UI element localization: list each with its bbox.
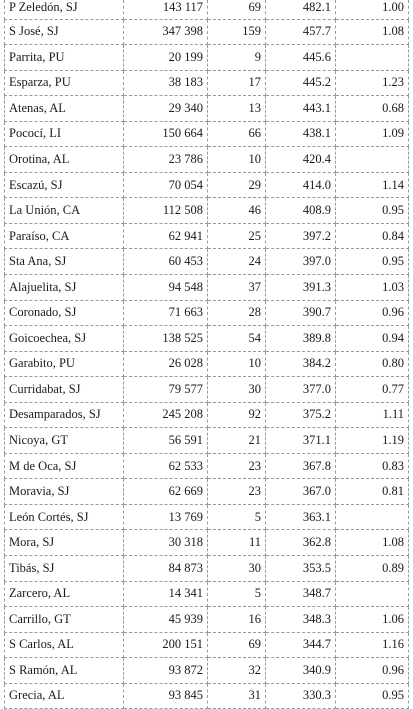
- cell-count: 23: [208, 479, 266, 505]
- table-row: [5, 70, 409, 96]
- cell-rate: 375.2: [266, 402, 336, 428]
- cell-ratio: 1.19: [336, 428, 409, 454]
- data-table: [4, 0, 409, 709]
- cell-population: 13 769: [124, 504, 208, 530]
- table-row: [5, 121, 409, 147]
- cell-population: 112 508: [124, 198, 208, 224]
- cell-rate: 344.7: [266, 632, 336, 658]
- cell-name: Curridabat, SJ: [5, 377, 124, 403]
- cell-ratio: 0.89: [336, 555, 409, 581]
- cell-count: 5: [208, 581, 266, 607]
- cell-rate: 367.8: [266, 453, 336, 479]
- cell-count: 16: [208, 607, 266, 633]
- cell-name: M de Oca, SJ: [5, 453, 124, 479]
- cell-ratio: 0.81: [336, 479, 409, 505]
- cell-ratio: 1.06: [336, 607, 409, 633]
- cell-name: Alajuelita, SJ: [5, 274, 124, 300]
- cell-ratio: 0.96: [336, 658, 409, 684]
- cell-name: La Unión, CA: [5, 198, 124, 224]
- cell-count: 32: [208, 658, 266, 684]
- cell-name: Nicoya, GT: [5, 428, 124, 454]
- table-row: [5, 504, 409, 530]
- cell-population: 14 341: [124, 581, 208, 607]
- cell-ratio: 1.23: [336, 70, 409, 96]
- cell-population: 143 117: [124, 0, 208, 19]
- table-row: [5, 632, 409, 658]
- cell-population: 84 873: [124, 555, 208, 581]
- cell-name: Esparza, PU: [5, 70, 124, 96]
- cell-rate: 367.0: [266, 479, 336, 505]
- cell-rate: 330.3: [266, 683, 336, 709]
- cell-count: 31: [208, 683, 266, 709]
- cell-rate: 397.0: [266, 249, 336, 275]
- cell-name: León Cortés, SJ: [5, 504, 124, 530]
- cell-population: 150 664: [124, 121, 208, 147]
- cell-count: 10: [208, 351, 266, 377]
- cell-name: Parrita, PU: [5, 45, 124, 71]
- cell-population: 70 054: [124, 172, 208, 198]
- cell-rate: 389.8: [266, 326, 336, 352]
- cell-count: 21: [208, 428, 266, 454]
- cell-count: 13: [208, 96, 266, 122]
- cell-ratio: 0.95: [336, 198, 409, 224]
- cell-rate: 363.1: [266, 504, 336, 530]
- cell-population: 29 340: [124, 96, 208, 122]
- cell-rate: 390.7: [266, 300, 336, 326]
- cell-rate: 371.1: [266, 428, 336, 454]
- cell-rate: 445.6: [266, 45, 336, 71]
- table-row: [5, 377, 409, 403]
- cell-population: 93 845: [124, 683, 208, 709]
- cell-population: 138 525: [124, 326, 208, 352]
- cell-rate: 397.2: [266, 223, 336, 249]
- cell-rate: 408.9: [266, 198, 336, 224]
- cell-ratio: 1.08: [336, 530, 409, 556]
- cell-count: 9: [208, 45, 266, 71]
- cell-count: 159: [208, 19, 266, 45]
- cell-name: S José, SJ: [5, 19, 124, 45]
- cell-name: Pococí, LI: [5, 121, 124, 147]
- cell-count: 69: [208, 0, 266, 19]
- cell-name: Mora, SJ: [5, 530, 124, 556]
- cell-name: Desamparados, SJ: [5, 402, 124, 428]
- cell-name: Carrillo, GT: [5, 607, 124, 633]
- cell-name: Atenas, AL: [5, 96, 124, 122]
- cell-population: 93 872: [124, 658, 208, 684]
- cell-population: 30 318: [124, 530, 208, 556]
- cell-population: 245 208: [124, 402, 208, 428]
- cell-population: 62 669: [124, 479, 208, 505]
- cell-rate: 348.3: [266, 607, 336, 633]
- cell-ratio: 0.95: [336, 683, 409, 709]
- cell-name: Garabito, PU: [5, 351, 124, 377]
- cell-population: 200 151: [124, 632, 208, 658]
- cell-count: 29: [208, 172, 266, 198]
- cell-rate: 340.9: [266, 658, 336, 684]
- cell-ratio: 0.96: [336, 300, 409, 326]
- cell-population: 62 533: [124, 453, 208, 479]
- table-row: [5, 19, 409, 45]
- table-row: [5, 300, 409, 326]
- table-row: [5, 555, 409, 581]
- cell-count: 11: [208, 530, 266, 556]
- cell-ratio: 1.00: [336, 0, 409, 19]
- table-row: [5, 326, 409, 352]
- cell-name: Orotina, AL: [5, 147, 124, 173]
- cell-name: Sta Ana, SJ: [5, 249, 124, 275]
- cell-count: 17: [208, 70, 266, 96]
- cell-count: 66: [208, 121, 266, 147]
- cell-population: 71 663: [124, 300, 208, 326]
- table-row: [5, 530, 409, 556]
- cell-name: Paraíso, CA: [5, 223, 124, 249]
- cell-name: Moravia, SJ: [5, 479, 124, 505]
- data-table-sheet: [4, 0, 408, 703]
- cell-name: Coronado, SJ: [5, 300, 124, 326]
- cell-count: 54: [208, 326, 266, 352]
- cell-ratio: 1.14: [336, 172, 409, 198]
- cell-count: 25: [208, 223, 266, 249]
- table-body: [5, 0, 409, 709]
- table-row: [5, 428, 409, 454]
- cell-population: 45 939: [124, 607, 208, 633]
- cell-ratio: 1.08: [336, 19, 409, 45]
- cell-name: S Ramón, AL: [5, 658, 124, 684]
- cell-count: 30: [208, 555, 266, 581]
- cell-rate: 482.1: [266, 0, 336, 19]
- cell-ratio: [336, 504, 409, 530]
- table-row: [5, 0, 409, 19]
- cell-rate: 377.0: [266, 377, 336, 403]
- cell-ratio: 0.77: [336, 377, 409, 403]
- table-row: [5, 249, 409, 275]
- cell-rate: 384.2: [266, 351, 336, 377]
- cell-population: 347 398: [124, 19, 208, 45]
- cell-rate: 443.1: [266, 96, 336, 122]
- cell-rate: 362.8: [266, 530, 336, 556]
- cell-name: S Carlos, AL: [5, 632, 124, 658]
- cell-population: 56 591: [124, 428, 208, 454]
- cell-ratio: [336, 45, 409, 71]
- table-row: [5, 658, 409, 684]
- cell-ratio: 1.03: [336, 274, 409, 300]
- table-row: [5, 607, 409, 633]
- table-row: [5, 274, 409, 300]
- cell-population: 23 786: [124, 147, 208, 173]
- cell-name: Goicoechea, SJ: [5, 326, 124, 352]
- cell-ratio: 1.16: [336, 632, 409, 658]
- table-row: [5, 96, 409, 122]
- cell-ratio: 0.84: [336, 223, 409, 249]
- cell-name: Zarcero, AL: [5, 581, 124, 607]
- cell-rate: 438.1: [266, 121, 336, 147]
- cell-count: 28: [208, 300, 266, 326]
- cell-count: 23: [208, 453, 266, 479]
- cell-rate: 445.2: [266, 70, 336, 96]
- table-row: [5, 198, 409, 224]
- cell-count: 37: [208, 274, 266, 300]
- cell-count: 24: [208, 249, 266, 275]
- cell-count: 46: [208, 198, 266, 224]
- table-row: [5, 172, 409, 198]
- cell-population: 79 577: [124, 377, 208, 403]
- table-row: [5, 453, 409, 479]
- cell-population: 26 028: [124, 351, 208, 377]
- cell-ratio: 0.94: [336, 326, 409, 352]
- cell-rate: 414.0: [266, 172, 336, 198]
- cell-ratio: 0.80: [336, 351, 409, 377]
- cell-name: Grecia, AL: [5, 683, 124, 709]
- cell-count: 10: [208, 147, 266, 173]
- cell-ratio: [336, 147, 409, 173]
- cell-population: 38 183: [124, 70, 208, 96]
- cell-count: 5: [208, 504, 266, 530]
- table-row: [5, 147, 409, 173]
- table-row: [5, 351, 409, 377]
- cell-ratio: 0.68: [336, 96, 409, 122]
- cell-rate: 457.7: [266, 19, 336, 45]
- table-row: [5, 45, 409, 71]
- table-row: [5, 402, 409, 428]
- cell-name: Escazú, SJ: [5, 172, 124, 198]
- cell-ratio: 0.95: [336, 249, 409, 275]
- table-row: [5, 581, 409, 607]
- cell-count: 92: [208, 402, 266, 428]
- cell-rate: 420.4: [266, 147, 336, 173]
- table-row: [5, 223, 409, 249]
- cell-ratio: 0.83: [336, 453, 409, 479]
- cell-population: 62 941: [124, 223, 208, 249]
- cell-rate: 391.3: [266, 274, 336, 300]
- cell-rate: 348.7: [266, 581, 336, 607]
- cell-name: P Zeledón, SJ: [5, 0, 124, 19]
- cell-population: 94 548: [124, 274, 208, 300]
- cell-count: 69: [208, 632, 266, 658]
- cell-ratio: 1.11: [336, 402, 409, 428]
- cell-name: Tibás, SJ: [5, 555, 124, 581]
- cell-ratio: [336, 581, 409, 607]
- cell-population: 60 453: [124, 249, 208, 275]
- cell-ratio: 1.09: [336, 121, 409, 147]
- cell-count: 30: [208, 377, 266, 403]
- table-row: [5, 479, 409, 505]
- table-row: [5, 683, 409, 709]
- cell-rate: 353.5: [266, 555, 336, 581]
- cell-population: 20 199: [124, 45, 208, 71]
